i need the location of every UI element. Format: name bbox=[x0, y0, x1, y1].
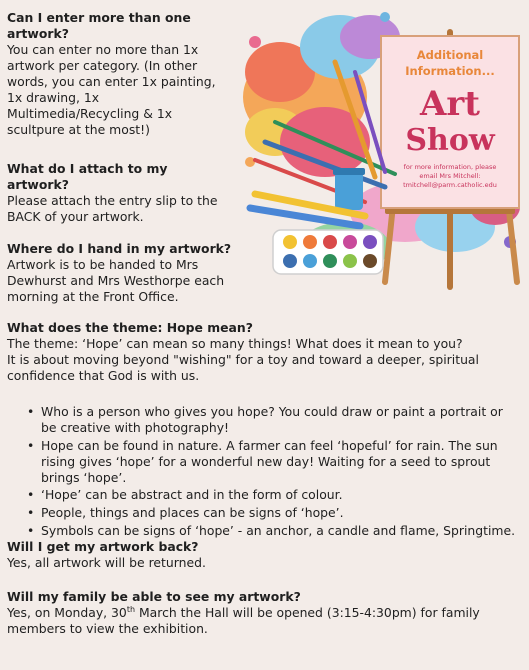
art-show-illustration bbox=[235, 2, 529, 294]
faq-family bbox=[7, 589, 522, 637]
sign-info2: email Mrs Mitchell: bbox=[419, 172, 481, 180]
answer-family-pre: Yes, on Monday, 30 bbox=[7, 605, 127, 620]
answer-theme-line1: The theme: ‘Hope’ can mean so many things! What does it mean to you? bbox=[7, 336, 463, 351]
paint-palette-icon bbox=[273, 230, 383, 274]
faq-entry-count bbox=[7, 10, 227, 138]
question-return: Will I get my artwork back? bbox=[7, 539, 199, 554]
hope-bullet-list bbox=[27, 404, 517, 540]
answer-attach: Please attach the entry slip to the BACK of your artwork. bbox=[7, 193, 218, 224]
answer-hand-in: Artwork is to be handed to Mrs Dewhurst and Mrs Westhorpe each morning at the Front Office. bbox=[7, 257, 225, 304]
faq-theme bbox=[7, 320, 522, 384]
sign-email: tmitchell@parm.catholic.edu bbox=[403, 181, 497, 189]
sign-art: Art bbox=[420, 84, 480, 124]
sign-line2: Information... bbox=[405, 64, 495, 78]
list-item: • People, things and places can be signs of ‘hope’. bbox=[27, 505, 517, 521]
list-item: • Symbols can be signs of ‘hope’ - an anchor, a candle and flame, Springtime. bbox=[27, 523, 517, 539]
sign-info1: for more information, please bbox=[403, 163, 497, 171]
faq-return bbox=[7, 539, 517, 571]
list-item: • ‘Hope’ can be abstract and in the form of colour. bbox=[27, 487, 517, 503]
faq-hand-in bbox=[7, 241, 232, 305]
question-entry-count: Can I enter more than one artwork? bbox=[7, 10, 191, 41]
answer-family-post: March the Hall will be opened (3:15-4:30pm) for family members to view the exhibition. bbox=[7, 605, 480, 636]
list-item: • Hope can be found in nature. A farmer can feel ‘hopeful’ for rain. The sun rising gives ‘hope’ for a wonderful new day! Waiting for a seed to sprout brings ‘hope’. bbox=[27, 438, 517, 486]
answer-entry-count: You can enter no more than 1x artwork per category. (In other words, you can enter 1x painting, 1x drawing, 1x Multimedia/Recycling & 1x scultpure at the most!) bbox=[7, 42, 216, 137]
question-hand-in: Where do I hand in my artwork? bbox=[7, 241, 232, 256]
question-attach: What do I attach to my artwork? bbox=[7, 161, 168, 192]
faq-attach bbox=[7, 161, 227, 225]
answer-family-sup: th bbox=[126, 604, 136, 614]
question-theme: What does the theme: Hope mean? bbox=[7, 320, 253, 335]
question-family: Will my family be able to see my artwork? bbox=[7, 589, 301, 604]
sign-show: Show bbox=[405, 123, 495, 158]
easel-icon bbox=[381, 32, 519, 287]
answer-family bbox=[7, 605, 522, 637]
list-item: • Who is a person who gives you hope? You could draw or paint a portrait or be creative with photography! bbox=[27, 404, 517, 436]
answer-return: Yes, all artwork will be returned. bbox=[7, 555, 206, 570]
sign-line1: Additional bbox=[416, 48, 484, 62]
answer-theme-line2: It is about moving beyond "wishing" for a toy and toward a deeper, spiritual confidence that God is with us. bbox=[7, 352, 479, 383]
